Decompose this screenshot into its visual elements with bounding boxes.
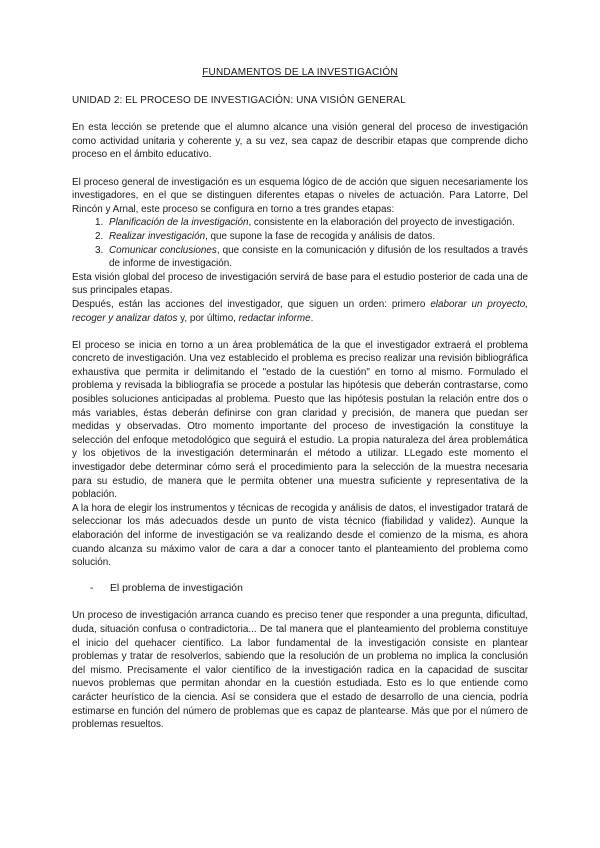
actions-paragraph	[72, 298, 528, 325]
bullet-dash: -	[90, 582, 94, 594]
stage-desc: , consistente en la elaboración del proyecto de investigación.	[248, 217, 515, 229]
emphasis-text: redactar informe	[238, 312, 311, 324]
unit-heading: UNIDAD 2: EL PROCESO DE INVESTIGACIÓN: UNA VISIÓN GENERAL	[72, 94, 406, 106]
list-item	[106, 230, 528, 244]
document-title: FUNDAMENTOS DE LA INVESTIGACIÓN	[202, 67, 398, 78]
text-span: .	[310, 312, 314, 324]
list-item	[106, 244, 528, 271]
process-start-paragraph: El proceso se inicia en torno a un área problemática de la que el investigador extraerá el problema concreto de investigación. Una vez establecido el problema es preciso realizar una revisión bibliográfica exhaustiva que permita ir delimitando el "estado de la cuestión" en torno al mismo. Formulado el problema y revisada la bibliografía se procede a postular las hipótesis que deberán contrastarse, como posibles soluciones anticipadas al problema. Puesto que las hipótesis postulan la relación entre dos o más variables, éstas deberán definirse con gran claridad y precisión, de manera que puedan ser medidas y observadas. Otro momento importante del proceso de investigación la constituye la selección del enfoque metodológico que seguirá el estudio. La propia naturaleza del área problemática y los objetivos de la investigación determinarán el método a utilizar. LLegado este momento el investigador debe determinar cómo será el procedimiento para la selección de la muestra necesaria para su estudio, de manera que le permita obtener una muestra suficiente y representativa de la población.	[72, 339, 528, 501]
document-page	[72, 66, 528, 732]
process-paragraph: El proceso general de investigación es un esquema lógico de de acción que siguen necesariamente los investigadores, en el que se distinguen diferentes etapas o niveles de actuación. Para Latorre, Del Rincón y Arnal, este proceso se configura en torno a tres grandes etapas:	[72, 176, 528, 215]
instruments-paragraph: A la hora de elegir los instrumentos y técnicas de recogida y análisis de datos, el investigador tratará de seleccionar los más adecuados desde un punto de vista técnico (fiabilidad y validez). Aunque la elaboración del informe de investigación se va realizando desde el comienzo de la misma, es ahora cuando alcanza su máximo valor de cara a dar a conocer tanto el planteamiento del problema como solución.	[72, 502, 528, 569]
problem-paragraph: Un proceso de investigación arranca cuando es preciso tener que responder a una pregunta, dificultad, duda, situación confusa o contradictoria... De tal manera que el planteamiento del problema constituye el inicio del quehacer científico. La labor fundamental de la investigación consiste en plantear problemas y tratar de resolverlos, sabiendo que la resolución de un problema no implica la conclusión del mismo. Precisamente el valor científico de la investigación radica en la capacidad de suscitar nuevos problemas que permitan ahondar en la cuestión estudiada. Esto es lo que entiende como carácter heurístico de la ciencia. Así se considera que el estado de desarrollo de una ciencia, podría estimarse en función del número de problemas que es capaz de plantearse. Más que por el número de problemas resueltos.	[72, 610, 528, 731]
text-span: y, por último,	[177, 312, 239, 324]
overview-paragraph: Esta visión global del proceso de investigación servirá de base para el estudio posterior de cada una de sus principales etapas.	[72, 271, 528, 297]
stages-list	[72, 216, 528, 270]
stage-desc: , que supone la fase de recogida y análisis de datos.	[205, 230, 436, 242]
section-title: El problema de investigación	[110, 582, 243, 594]
stage-name: Realizar investigación	[109, 230, 206, 242]
text-span: Después, están las acciones del investigador, que siguen un orden: primero	[72, 298, 431, 310]
stage-name: Comunicar conclusiones	[109, 244, 217, 256]
stage-name: Planificación de la investigación	[109, 217, 249, 229]
stage-desc: , que consiste en la comunicación y difusión de los resultados a través de informe de investigación.	[109, 244, 528, 270]
section-heading	[90, 582, 528, 596]
intro-paragraph: En esta lección se pretende que el alumno alcance una visión general del proceso de investigación como actividad unitaria y coherente y, a su vez, sea capaz de describir etapas que comprende dicho proceso en el ámbito educativo.	[72, 122, 528, 161]
list-item	[106, 216, 528, 230]
emphasis-text: elaborar un proyecto, recoger y analizar datos	[72, 298, 528, 324]
